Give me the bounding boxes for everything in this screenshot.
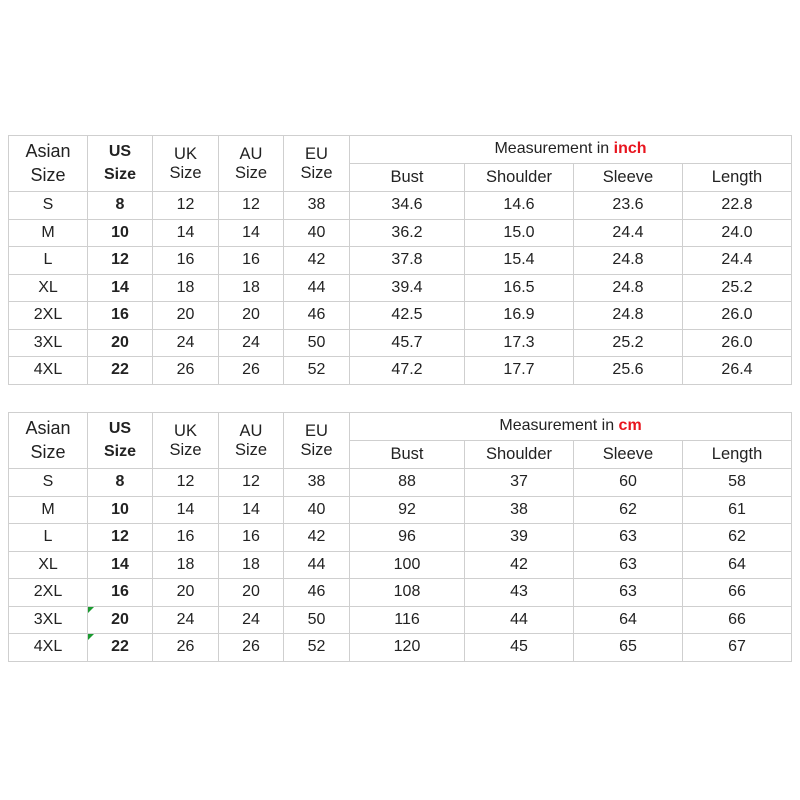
bust-cell: 34.6	[350, 192, 465, 220]
shoulder-header: Shoulder	[465, 441, 574, 469]
uk-size-header: UK Size	[153, 413, 219, 469]
asian-size-cell: XL	[9, 274, 88, 302]
uk-size-cell: 18	[153, 551, 219, 579]
us-size-cell: 22	[88, 357, 153, 385]
asian-size-cell: S	[9, 192, 88, 220]
asian-size-header: Asian Size	[9, 413, 88, 469]
length-cell: 58	[683, 469, 792, 497]
us-size-cell: 12	[88, 524, 153, 552]
shoulder-cell: 43	[465, 579, 574, 607]
au-size-cell: 14	[219, 496, 284, 524]
eu-size-cell: 46	[284, 579, 350, 607]
us-size-cell: 14	[88, 274, 153, 302]
table-row	[9, 274, 792, 302]
au-size-header: AU Size	[219, 413, 284, 469]
length-cell: 61	[683, 496, 792, 524]
asian-size-cell: S	[9, 469, 88, 497]
us-size-header: US Size	[88, 136, 153, 192]
table-row	[9, 357, 792, 385]
au-size-cell: 12	[219, 469, 284, 497]
table-row	[9, 302, 792, 330]
uk-size-cell: 26	[153, 357, 219, 385]
length-cell: 26.0	[683, 329, 792, 357]
bust-header: Bust	[350, 164, 465, 192]
us-size-cell: 16	[88, 302, 153, 330]
table-row	[9, 219, 792, 247]
size-chart-cm	[8, 412, 792, 662]
asian-size-cell: 3XL	[9, 606, 88, 634]
eu-size-cell: 50	[284, 329, 350, 357]
eu-size-cell: 38	[284, 469, 350, 497]
length-cell: 26.0	[683, 302, 792, 330]
bust-cell: 88	[350, 469, 465, 497]
bust-cell: 45.7	[350, 329, 465, 357]
bust-cell: 116	[350, 606, 465, 634]
bust-cell: 120	[350, 634, 465, 662]
asian-size-cell: 4XL	[9, 357, 88, 385]
length-cell: 64	[683, 551, 792, 579]
table-row	[9, 247, 792, 275]
asian-size-cell: L	[9, 524, 88, 552]
uk-size-cell: 14	[153, 496, 219, 524]
au-size-header: AU Size	[219, 136, 284, 192]
shoulder-cell: 17.7	[465, 357, 574, 385]
eu-size-cell: 40	[284, 219, 350, 247]
eu-size-cell: 50	[284, 606, 350, 634]
eu-size-cell: 42	[284, 524, 350, 552]
table-row	[9, 469, 792, 497]
bust-cell: 36.2	[350, 219, 465, 247]
shoulder-cell: 14.6	[465, 192, 574, 220]
table-row	[9, 524, 792, 552]
sleeve-cell: 24.8	[574, 247, 683, 275]
eu-size-cell: 52	[284, 634, 350, 662]
asian-size-cell: 3XL	[9, 329, 88, 357]
bust-cell: 96	[350, 524, 465, 552]
us-size-cell: 12	[88, 247, 153, 275]
table-row	[9, 579, 792, 607]
table-row	[9, 496, 792, 524]
us-size-cell: 14	[88, 551, 153, 579]
sleeve-cell: 24.8	[574, 302, 683, 330]
sleeve-cell: 63	[574, 551, 683, 579]
bust-cell: 42.5	[350, 302, 465, 330]
au-size-cell: 16	[219, 524, 284, 552]
shoulder-cell: 45	[465, 634, 574, 662]
header-row	[9, 413, 792, 441]
length-header: Length	[683, 164, 792, 192]
bust-cell: 100	[350, 551, 465, 579]
asian-size-cell: L	[9, 247, 88, 275]
sleeve-header: Sleeve	[574, 164, 683, 192]
table-row	[9, 606, 792, 634]
au-size-cell: 24	[219, 329, 284, 357]
sleeve-cell: 24.4	[574, 219, 683, 247]
length-cell: 24.4	[683, 247, 792, 275]
au-size-cell: 26	[219, 634, 284, 662]
asian-size-cell: 2XL	[9, 579, 88, 607]
length-cell: 24.0	[683, 219, 792, 247]
sleeve-cell: 25.6	[574, 357, 683, 385]
us-size-cell: 10	[88, 219, 153, 247]
eu-size-cell: 40	[284, 496, 350, 524]
eu-size-cell: 38	[284, 192, 350, 220]
measurement-prefix: Measurement in	[494, 140, 614, 158]
sleeve-cell: 63	[574, 579, 683, 607]
measurement-unit: cm	[618, 417, 642, 435]
uk-size-cell: 26	[153, 634, 219, 662]
bust-cell: 47.2	[350, 357, 465, 385]
length-cell: 66	[683, 606, 792, 634]
bust-cell: 37.8	[350, 247, 465, 275]
eu-size-header: EU Size	[284, 413, 350, 469]
au-size-cell: 26	[219, 357, 284, 385]
us-size-cell: 20	[88, 606, 153, 634]
shoulder-cell: 15.4	[465, 247, 574, 275]
sleeve-cell: 60	[574, 469, 683, 497]
au-size-cell: 24	[219, 606, 284, 634]
measurement-header	[350, 413, 792, 441]
au-size-cell: 16	[219, 247, 284, 275]
table-row	[9, 634, 792, 662]
asian-size-header: Asian Size	[9, 136, 88, 192]
bust-cell: 92	[350, 496, 465, 524]
shoulder-cell: 17.3	[465, 329, 574, 357]
us-size-header: US Size	[88, 413, 153, 469]
measurement-prefix: Measurement in	[499, 417, 619, 435]
bust-cell: 39.4	[350, 274, 465, 302]
shoulder-header: Shoulder	[465, 164, 574, 192]
eu-size-header: EU Size	[284, 136, 350, 192]
shoulder-cell: 16.5	[465, 274, 574, 302]
table-row	[9, 551, 792, 579]
length-cell: 26.4	[683, 357, 792, 385]
uk-size-cell: 16	[153, 247, 219, 275]
uk-size-cell: 24	[153, 606, 219, 634]
uk-size-cell: 20	[153, 579, 219, 607]
shoulder-cell: 39	[465, 524, 574, 552]
us-size-cell: 22	[88, 634, 153, 662]
eu-size-cell: 44	[284, 274, 350, 302]
uk-size-cell: 12	[153, 192, 219, 220]
shoulder-cell: 42	[465, 551, 574, 579]
eu-size-cell: 52	[284, 357, 350, 385]
bust-cell: 108	[350, 579, 465, 607]
measurement-header	[350, 136, 792, 164]
uk-size-cell: 18	[153, 274, 219, 302]
uk-size-cell: 20	[153, 302, 219, 330]
sleeve-cell: 24.8	[574, 274, 683, 302]
sleeve-cell: 23.6	[574, 192, 683, 220]
sleeve-cell: 64	[574, 606, 683, 634]
asian-size-cell: 4XL	[9, 634, 88, 662]
eu-size-cell: 42	[284, 247, 350, 275]
cm-table-body	[9, 469, 792, 662]
table-row	[9, 192, 792, 220]
shoulder-cell: 38	[465, 496, 574, 524]
measurement-unit: inch	[613, 140, 647, 158]
uk-size-cell: 12	[153, 469, 219, 497]
au-size-cell: 14	[219, 219, 284, 247]
sleeve-cell: 25.2	[574, 329, 683, 357]
length-cell: 66	[683, 579, 792, 607]
shoulder-cell: 37	[465, 469, 574, 497]
uk-size-cell: 16	[153, 524, 219, 552]
au-size-cell: 18	[219, 551, 284, 579]
uk-size-header: UK Size	[153, 136, 219, 192]
bust-header: Bust	[350, 441, 465, 469]
length-cell: 62	[683, 524, 792, 552]
sleeve-cell: 65	[574, 634, 683, 662]
uk-size-cell: 24	[153, 329, 219, 357]
length-cell: 22.8	[683, 192, 792, 220]
us-size-cell: 8	[88, 192, 153, 220]
length-cell: 67	[683, 634, 792, 662]
au-size-cell: 18	[219, 274, 284, 302]
sleeve-cell: 63	[574, 524, 683, 552]
uk-size-cell: 14	[153, 219, 219, 247]
length-header: Length	[683, 441, 792, 469]
eu-size-cell: 44	[284, 551, 350, 579]
us-size-cell: 10	[88, 496, 153, 524]
au-size-cell: 12	[219, 192, 284, 220]
us-size-cell: 20	[88, 329, 153, 357]
asian-size-cell: M	[9, 219, 88, 247]
eu-size-cell: 46	[284, 302, 350, 330]
asian-size-cell: M	[9, 496, 88, 524]
us-size-cell: 8	[88, 469, 153, 497]
size-chart-inch	[8, 135, 792, 385]
table-row	[9, 329, 792, 357]
sleeve-cell: 62	[574, 496, 683, 524]
sleeve-header: Sleeve	[574, 441, 683, 469]
au-size-cell: 20	[219, 579, 284, 607]
shoulder-cell: 44	[465, 606, 574, 634]
length-cell: 25.2	[683, 274, 792, 302]
header-row	[9, 136, 792, 164]
shoulder-cell: 15.0	[465, 219, 574, 247]
asian-size-cell: XL	[9, 551, 88, 579]
us-size-cell: 16	[88, 579, 153, 607]
asian-size-cell: 2XL	[9, 302, 88, 330]
inch-table-body	[9, 192, 792, 385]
au-size-cell: 20	[219, 302, 284, 330]
shoulder-cell: 16.9	[465, 302, 574, 330]
